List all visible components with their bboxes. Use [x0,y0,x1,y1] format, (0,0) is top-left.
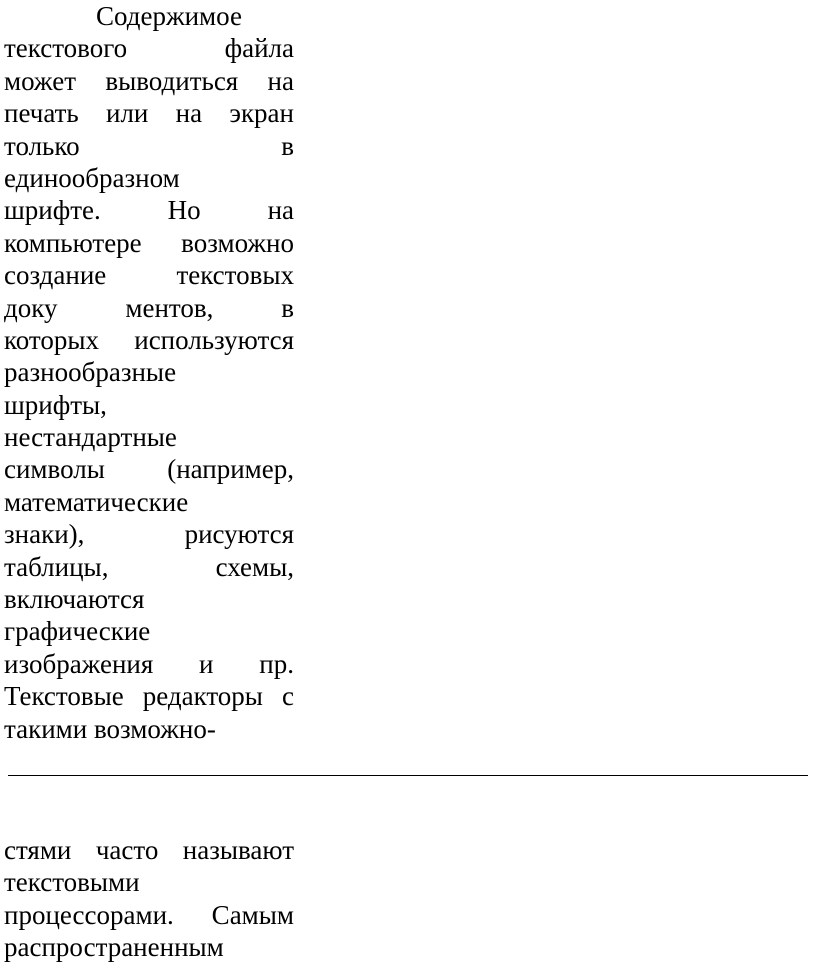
text-line: может выводиться на [4,65,294,96]
text-line: компьютере возможно [4,227,294,258]
text-line: включаются [4,584,145,615]
text-line: процессорами. Самым [4,899,294,930]
text-line: такими возможно- [4,713,216,744]
text-line: Текстовые редакторы с [4,681,294,712]
text-line: математические [4,486,189,517]
text-line: знаки), рисуются [4,519,294,550]
text-line: таблицы, схемы, [4,551,294,582]
text-line: стями часто называют [4,835,294,865]
text-line: текстовыми [4,867,140,898]
text-line: шрифте. Но на [4,195,294,226]
text-line: которых используются [4,324,294,355]
text-line: только в [4,130,294,161]
text-line: разнообразные [4,357,177,388]
text-line: графические [4,616,151,647]
text-column-top [4,0,294,745]
text-line: распространенным [4,932,224,963]
text-line: единообразном [4,162,180,193]
text-line: доку ментов, в [4,292,294,323]
text-line: текстового файла [4,33,294,64]
text-line: символы (например, [4,454,294,485]
text-line: шрифты, [4,389,107,420]
text-line: изображения и пр. [4,648,294,679]
text-line: Содержимое [96,1,242,31]
page-break-divider [8,775,808,776]
text-line: печать или на экран [4,98,294,129]
text-line: создание текстовых [4,260,294,291]
text-line: нестандартные [4,422,177,453]
text-column-bottom [4,834,294,964]
